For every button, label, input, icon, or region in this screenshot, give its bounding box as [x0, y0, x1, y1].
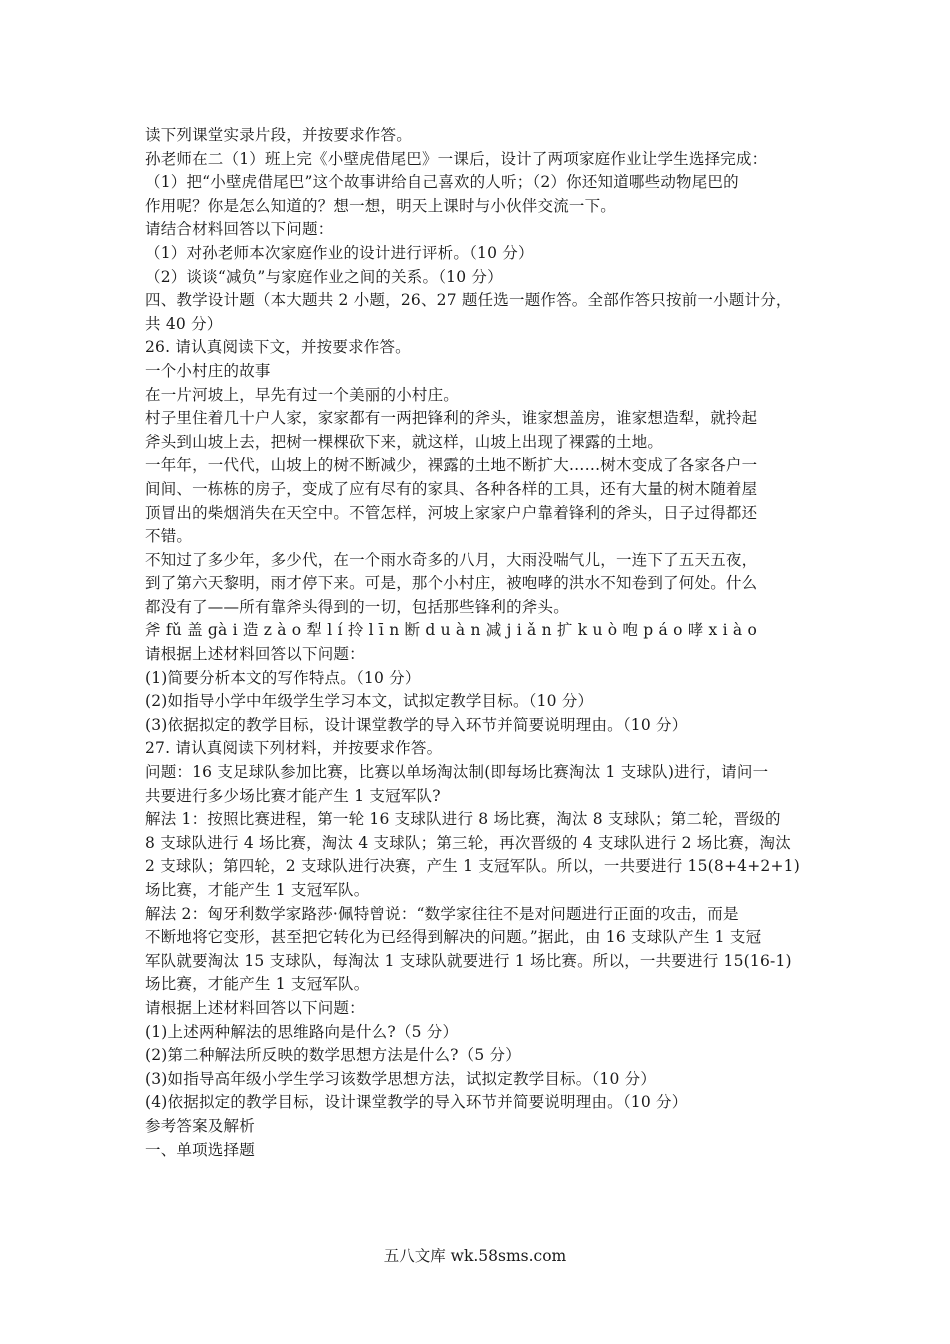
text-line: 26. 请认真阅读下文，并按要求作答。: [145, 338, 411, 357]
text-line: 四、教学设计题（本大题共 2 小题，26、27 题任选一题作答。全部作答只按前一小题计分，: [145, 291, 792, 310]
text-line: 请根据上述材料回答以下问题：: [145, 645, 365, 664]
text-line: 2 支球队；第四轮，2 支球队进行决赛，产生 1 支冠军队。所以，一共要进行 15(8+4+2+1): [145, 857, 800, 876]
text-line: 共要进行多少场比赛才能产生 1 支冠军队?: [145, 786, 441, 805]
text-line: 共 40 分）: [145, 314, 223, 333]
text-line: 都没有了——所有靠斧头得到的一切，包括那些锋利的斧头。: [145, 597, 569, 616]
text-line: （1）对孙老师本次家庭作业的设计进行评析。（10 分）: [145, 243, 534, 262]
text-line: 场比赛，才能产生 1 支冠军队。: [145, 881, 370, 899]
text-line: 参考答案及解析: [145, 1116, 255, 1135]
text-line: 27. 请认真阅读下列材料，并按要求作答。: [145, 739, 443, 758]
text-line: 到了第六天黎明，雨才停下来。可是，那个小村庄，被咆哮的洪水不知卷到了何处。什么: [145, 574, 758, 593]
text-line: 军队就要淘汰 15 支球队，每淘汰 1 支球队就要进行 1 场比赛。所以，一共要进行 15(16-1): [145, 951, 792, 970]
text-line: (3)依据拟定的教学目标，设计课堂教学的导入环节并简要说明理由。（10 分）: [145, 715, 688, 734]
text-line: 不断地将它变形，甚至把它转化为已经得到解决的问题。”据此，由 16 支球队产生 1 支冠: [145, 928, 762, 947]
text-line: 读下列课堂实录片段，并按要求作答。: [145, 126, 412, 144]
text-line: (1)上述两种解法的思维路向是什么?（5 分）: [145, 1022, 459, 1041]
text-line: 孙老师在二（1）班上完《小壁虎借尾巴》一课后，设计了两项家庭作业让学生选择完成：: [145, 149, 768, 168]
text-line: 8 支球队进行 4 场比赛，淘汰 4 支球队；第三轮，再次晋级的 4 支球队进行 2 场比赛，淘汰: [145, 833, 791, 852]
text-line: 斧 fǔ 盖 ɡà i 造 z à o 犁 l í 拎 l ī n 断 d u à n 减 j i ǎ n 扩 k u ò 咆 p á o 哮 x i à o: [145, 621, 758, 640]
text-line: (1)简要分析本文的写作特点。（10 分）: [145, 668, 421, 687]
text-line: (3)如指导高年级小学生学习该数学思想方法，试拟定教学目标。（10 分）: [145, 1069, 657, 1088]
text-line: （1）把“小壁虎借尾巴”这个故事讲给自己喜欢的人听；（2）你还知道哪些动物尾巴的: [145, 173, 739, 192]
text-line: (2)如指导小学中年级学生学习本文，试拟定教学目标。（10 分）: [145, 692, 594, 711]
text-line: 在一片河坡上，早先有过一个美丽的小村庄。: [145, 385, 460, 404]
text-line: 顶冒出的柴烟消失在天空中。不管怎样，河坡上家家户户靠着锋利的斧头，日子过得都还: [145, 503, 758, 522]
text-line: 不知过了多少年，多少代，在一个雨水奇多的八月，大雨没喘气儿，一连下了五天五夜，: [145, 550, 758, 569]
text-line: 场比赛，才能产生 1 支冠军队。: [145, 975, 370, 994]
text-line: 间间、一栋栋的房子，变成了应有尽有的家具、各种各样的工具，还有大量的树木随着屋: [145, 479, 758, 498]
text-line: 斧头到山坡上去，把树一棵棵砍下来，就这样，山坡上出现了裸露的土地。: [145, 432, 664, 451]
text-line: 作用呢？你是怎么知道的？想一想，明天上课时与小伙伴交流一下。: [145, 196, 617, 215]
text-line: 一年年，一代代，山坡上的树不断减少，裸露的土地不断扩大……树木变成了各家各户一: [145, 456, 758, 475]
text-line: 请结合材料回答以下问题：: [145, 220, 334, 239]
text-line: 解法 1：按照比赛进程，第一轮 16 支球队进行 8 场比赛，淘汰 8 支球队；第二轮，晋级的: [145, 810, 781, 829]
text-line: 一、单项选择题: [145, 1140, 255, 1159]
text-line: 村子里住着几十户人家，家家都有一两把锋利的斧头，谁家想盖房，谁家想造犁，就拎起: [145, 409, 758, 428]
text-line: （2）谈谈“减负”与家庭作业之间的关系。（10 分）: [145, 267, 503, 286]
text-line: 解法 2：匈牙利数学家路莎·佩特曾说：“数学家往往不是对问题进行正面的攻击，而是: [145, 904, 739, 923]
text-line: (4)依据拟定的教学目标，设计课堂教学的导入环节并简要说明理由。（10 分）: [145, 1093, 688, 1112]
text-line: 问题：16 支足球队参加比赛，比赛以单场淘汰制(即每场比赛淘汰 1 支球队)进行，请问一: [145, 763, 769, 782]
document-body: [145, 124, 815, 1162]
text-line: 请根据上述材料回答以下问题：: [145, 998, 365, 1017]
text-line: (2)第二种解法所反映的数学思想方法是什么?（5 分）: [145, 1046, 521, 1065]
text-line: 一个小村庄的故事: [145, 361, 271, 380]
text-line: 不错。: [145, 527, 193, 546]
footer-watermark: 五八文库 wk.58sms.com: [383, 1247, 567, 1265]
